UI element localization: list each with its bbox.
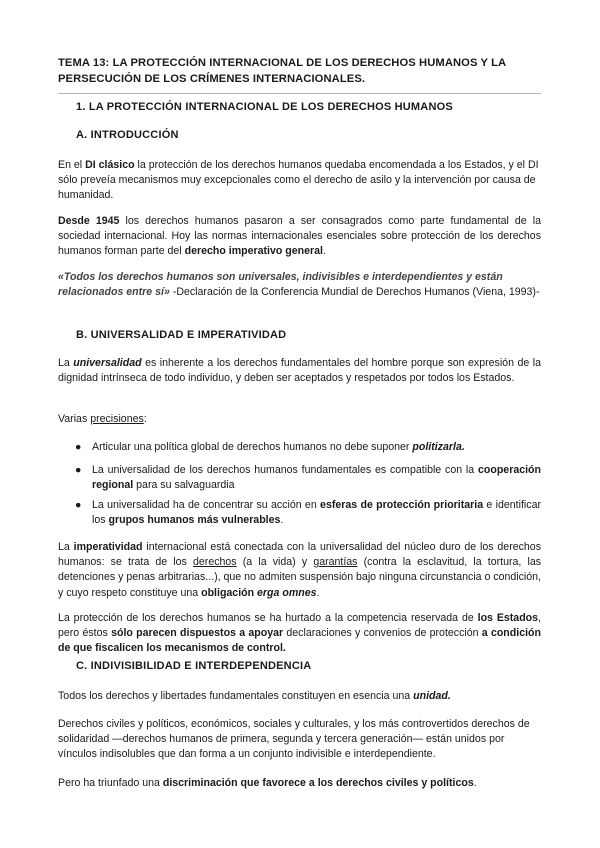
document-page: TEMA 13: LA PROTECCIÓN INTERNACIONAL DE LOS DERECHOS HUMANOS Y LA PERSECUCIÓN DE LOS CRÍMENES INTERNACIONALES. 1. LA PROTECCIÓN INTERNACIONAL DE LOS DERECHOS HUMANOS A. INTRODUCCIÓN En el DI clásico la protección de los derechos humanos quedaba encomendada a los Estados, y el DI sólo preveía mecanismos muy excepcionales como el derecho de asilo y la intervención por causa de humanidad. Desde 1945 los derechos humanos pasaron a ser consagrados como parte fundamental de la sociedad internacional. Hoy las normas internacionales esenciales sobre protección de los derechos humanos forman parte del derecho imperativo general. «Todos los derechos humanos son universales, indivisibles e interdependientes y están relacionados entre sí» -Declaración de la Conferencia Mundial de Derechos Humanos (Viena, 1993)- B. UNIVERSALIDAD E IMPERATIVIDAD La universalidad es inherente a los derechos fundamentales del hombre porque son expresión de la dignidad intrínseca de todo individuo, y deben ser aceptados y respetados por todos los Estados. Varias precisiones: ● Articular una política global de derechos humanos no debe suponer politizarla. ● La universalidad de los derechos humanos fundamentales es compatible con la cooperación regional para su salvaguardia ● La universalidad ha de concentrar su acción en esferas de protección prioritaria e identificar los grupos humanos más vulnerables. La imperatividad internacional está conectada con la universalidad del núcleo duro de los derechos humanos: se trata de los derechos (a la vida) y garantías (contra la esclavitud, la tortura, las detenciones y penas arbitrarias...), que no admiten suspensión bajo ninguna circunstancia o condición, y cuyo respeto constituye una obligación erga omnes. La protección de los derechos humanos se ha hurtado a la competencia reservada de los Estados, pero éstos sólo parecen dispuestos a apoyar declaraciones y convenios de protección a condición de que fiscalicen los mecanismos de control. C. INDIVISIBILIDAD E INTERDEPENDENCIA Todos los derechos y libertades fundamentales constituyen en esencia una unidad. Derechos civiles y políticos, económicos, sociales y culturales, y los más controvertidos derechos de solidaridad —derechos humanos de primera, segunda y tercera generación— están unidos por vínculos indisolubles que dan forma a un conjunto indivisible e interdependiente. Pero ha triunfado una discriminación que favorece a los derechos civiles y políticos. (0, 0, 600, 848)
subsection-heading-b: B. UNIVERSALIDAD E IMPERATIVIDAD (76, 329, 287, 341)
title-line-2: PERSECUCIÓN DE LOS CRÍMENES INTERNACIONALES. (58, 73, 366, 85)
title-line-1: TEMA 13: LA PROTECCIÓN INTERNACIONAL DE LOS DERECHOS HUMANOS Y LA (58, 57, 507, 69)
document-title (58, 55, 548, 87)
paragraph-a3-quote: «Todos los derechos humanos son universales, indivisibles e interdependientes y están relacionados entre sí» -Declaración de la Conferencia Mundial de Derechos Humanos (Viena, 1993)- (58, 271, 540, 299)
title-divider (58, 93, 541, 94)
paragraph-c2: Derechos civiles y políticos, económicos, sociales y culturales, y los más controvertidos derechos de solidaridad —derechos humanos de primera, segunda y tercera generación— están unidos por vínculos indisolubles que dan forma a un conjunto indivisible e interdependiente. (58, 718, 530, 761)
paragraph-b2: Varias precisiones: (58, 413, 147, 425)
paragraph-b1: La universalidad es inherente a los derechos fundamentales del hombre porque son expresión de la dignidad intrínseca de todo individuo, y deben ser aceptados y respetados por todos los Estados. (58, 357, 541, 385)
bullet-icon: ● (75, 464, 82, 476)
paragraph-b4: La protección de los derechos humanos se ha hurtado a la competencia reservada de los Estados, pero éstos sólo parecen dispuestos a apoyar declaraciones y convenios de protección a condición de que fiscalicen los mecanismos de control. (58, 612, 541, 655)
paragraph-c1: Todos los derechos y libertades fundamentales constituyen en esencia una unidad. (58, 690, 451, 702)
paragraph-b3: La imperatividad internacional está conectada con la universalidad del núcleo duro de los derechos humanos: se trata de los derechos (a la vida) y garantías (contra la esclavitud, la tortura, las detenciones y penas arbitrarias...), que no admiten suspensión bajo ninguna circunstancia o condición, y cuyo respeto constituye una obligación erga omnes. (58, 541, 542, 599)
section-heading-1: 1. LA PROTECCIÓN INTERNACIONAL DE LOS DERECHOS HUMANOS (76, 101, 453, 113)
subsection-heading-c: C. INDIVISIBILIDAD E INTERDEPENDENCIA (76, 660, 312, 672)
subsection-heading-a: A. INTRODUCCIÓN (76, 129, 179, 141)
paragraph-a1: En el DI clásico la protección de los derechos humanos quedaba encomendada a los Estados, y el DI sólo preveía mecanismos muy excepcionales como el derecho de asilo y la intervención por causa de humanidad. (58, 159, 539, 202)
paragraph-a2: Desde 1945 los derechos humanos pasaron a ser consagrados como parte fundamental de la sociedad internacional. Hoy las normas internacionales esenciales sobre protección de los derechos humanos forman parte del derecho imperativo general. (58, 215, 542, 258)
bullet-icon: ● (75, 441, 82, 453)
bullet-icon: ● (75, 499, 82, 511)
paragraph-c3: Pero ha triunfado una discriminación que favorece a los derechos civiles y políticos. (58, 777, 477, 789)
